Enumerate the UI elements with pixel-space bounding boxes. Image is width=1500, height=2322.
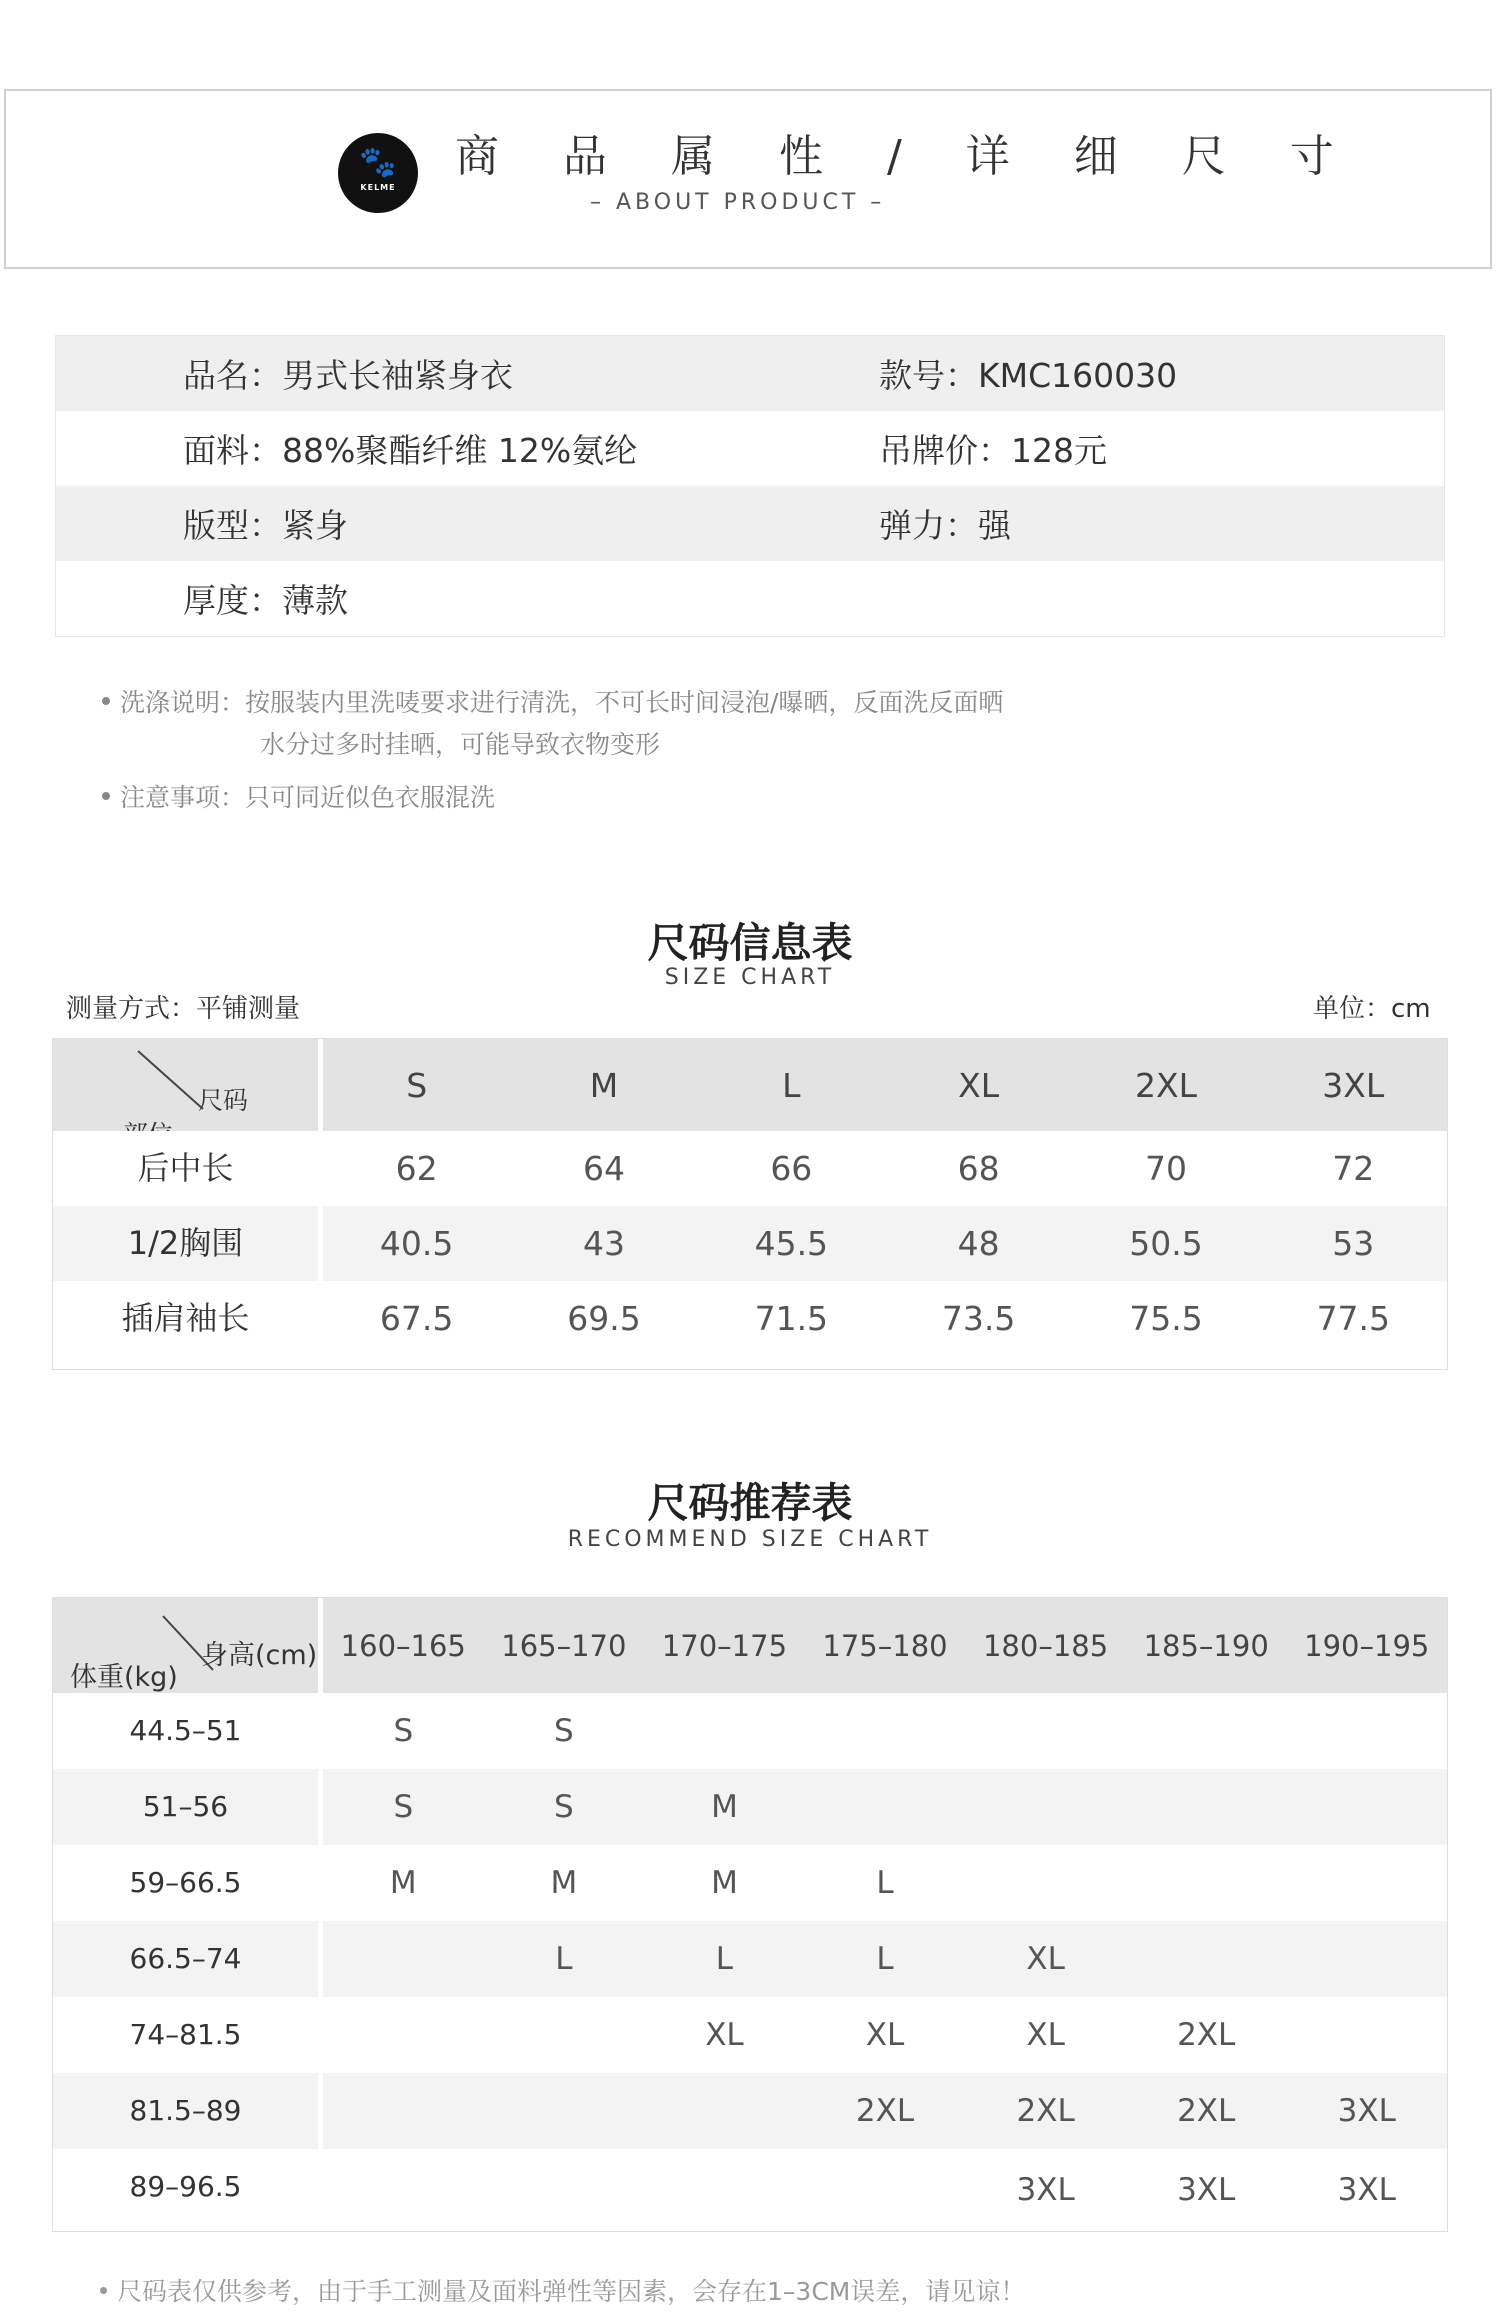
size-header: XL — [958, 1065, 1000, 1105]
table-row — [53, 2073, 1447, 2149]
row-label: 后中长 — [53, 1131, 323, 1206]
row-label: 81.5–89 — [53, 2073, 323, 2149]
table-cell: XL — [865, 2017, 905, 2053]
table-cell: 62 — [395, 1149, 438, 1188]
row-label: 44.5–51 — [53, 1693, 323, 1769]
table-row — [53, 1693, 1447, 1769]
row-label: 89–96.5 — [53, 2149, 323, 2231]
unit-label: 单位：cm — [1313, 994, 1431, 1024]
bullet-dot — [102, 697, 110, 705]
diagonal-divider — [53, 1039, 323, 1131]
bullet-dot — [102, 792, 110, 800]
size-disclaimer — [100, 2272, 1025, 2308]
table-cell: L — [715, 1941, 734, 1977]
table-cell: 70 — [1144, 1149, 1187, 1188]
height-header: 190–195 — [1304, 1628, 1430, 1663]
attribute-row — [56, 411, 1444, 486]
page-title: 商 品 属 性 / 详 细 尺 寸 — [455, 131, 1359, 182]
wash-note — [102, 687, 1003, 719]
table-cell: 77.5 — [1316, 1299, 1391, 1338]
table-cell: 72 — [1332, 1149, 1375, 1188]
table-row — [53, 1921, 1447, 1997]
size-disclaimer-text: 尺码表仅供参考，由于手工测量及面料弹性等因素，会存在1–3CM误差，请见谅！ — [117, 2277, 1026, 2306]
table-cell: S — [554, 1713, 574, 1749]
table-cell: XL — [1026, 2017, 1065, 2053]
bullet-dot — [100, 2287, 107, 2294]
attribute-price: 吊牌价：128元 — [879, 431, 1107, 470]
height-header: 165–170 — [501, 1628, 627, 1663]
size-chart-table — [52, 1038, 1448, 1370]
caution-note — [102, 782, 495, 814]
brand-logo — [338, 133, 418, 213]
table-cell: M — [389, 1865, 417, 1901]
corner-cell — [53, 1598, 323, 1693]
table-cell: XL — [705, 2017, 744, 2053]
table-cell: L — [555, 1941, 573, 1977]
size-header-row — [53, 1039, 1447, 1131]
table-cell: 3XL — [1016, 2172, 1075, 2208]
table-cell: 48 — [957, 1224, 1000, 1263]
paw-icon: 🐾 — [359, 145, 397, 180]
attribute-thickness: 厚度：薄款 — [183, 581, 348, 620]
table-cell: 2XL — [855, 2093, 915, 2129]
attribute-row — [56, 561, 1444, 636]
table-cell: 75.5 — [1129, 1299, 1203, 1338]
attribute-elasticity: 弹力：强 — [879, 506, 1011, 545]
attribute-row — [56, 336, 1444, 411]
size-header: L — [782, 1065, 801, 1105]
table-cell: S — [554, 1789, 574, 1825]
row-label: 1/2胸围 — [53, 1206, 323, 1281]
height-header: 180–185 — [982, 1628, 1109, 1663]
table-cell: 50.5 — [1129, 1224, 1203, 1263]
table-cell: M — [711, 1865, 738, 1901]
wash-note-text: 洗涤说明：按服装内里洗唛要求进行清洗，不可长时间浸泡/曝晒，反面洗反面晒 — [120, 688, 1004, 717]
logo-text: KELME — [360, 183, 396, 192]
table-cell: M — [711, 1789, 738, 1825]
size-header: S — [406, 1065, 428, 1105]
table-cell: 53 — [1332, 1224, 1375, 1263]
table-cell: 43 — [582, 1224, 625, 1263]
table-cell: 66 — [770, 1149, 813, 1188]
table-cell: S — [393, 1789, 414, 1825]
recommend-subtitle: RECOMMEND SIZE CHART — [567, 1527, 933, 1552]
recommend-title: 尺码推荐表 — [647, 1479, 853, 1527]
table-cell: 67.5 — [379, 1299, 454, 1338]
size-header: M — [589, 1065, 619, 1105]
table-cell: S — [393, 1713, 414, 1749]
attribute-fit: 版型：紧身 — [183, 506, 348, 545]
table-cell: 3XL — [1337, 2172, 1396, 2208]
row-label: 插肩袖长 — [53, 1281, 323, 1369]
table-cell: L — [876, 1941, 894, 1977]
attribute-style-number: 款号：KMC160030 — [879, 356, 1178, 395]
table-row — [53, 2149, 1447, 2231]
attribute-fabric: 面料：88%聚酯纤维 12%氨纶 — [183, 431, 638, 470]
corner-top-label: 尺码 — [198, 1086, 249, 1115]
table-row — [53, 1131, 1447, 1206]
size-chart-subtitle: SIZE CHART — [664, 965, 836, 990]
attribute-row — [56, 486, 1444, 561]
table-row — [53, 1997, 1447, 2073]
corner-bottom-label: 体重(kg) — [70, 1662, 178, 1693]
table-cell: 3XL — [1177, 2172, 1236, 2208]
table-cell: L — [876, 1865, 894, 1901]
table-cell: 68 — [957, 1149, 1000, 1188]
recommend-table — [52, 1597, 1448, 2232]
table-cell: M — [550, 1865, 578, 1901]
wash-note-continued: 水分过多时挂晒，可能导致衣物变形 — [260, 730, 661, 759]
height-header: 170–175 — [661, 1628, 788, 1663]
table-cell: 71.5 — [754, 1299, 829, 1338]
table-row — [53, 1281, 1447, 1369]
table-cell: 64 — [582, 1149, 625, 1188]
table-cell: 40.5 — [379, 1224, 454, 1263]
table-cell: 73.5 — [941, 1299, 1016, 1338]
table-cell: 2XL — [1016, 2093, 1075, 2129]
corner-cell — [53, 1039, 323, 1131]
caution-note-text: 注意事项：只可同近似色衣服混洗 — [120, 783, 496, 812]
table-cell: 45.5 — [754, 1224, 829, 1263]
attribute-name: 品名：男式长袖紧身衣 — [183, 356, 513, 395]
row-label: 74–81.5 — [53, 1997, 323, 2073]
table-cell: 3XL — [1337, 2093, 1396, 2129]
size-chart-title: 尺码信息表 — [647, 919, 853, 967]
table-cell: 69.5 — [567, 1299, 641, 1338]
table-row — [53, 1206, 1447, 1281]
table-cell: XL — [1026, 1941, 1065, 1977]
table-cell: 2XL — [1177, 2093, 1236, 2129]
size-header: 3XL — [1322, 1065, 1385, 1105]
measure-method: 测量方式：平铺测量 — [66, 994, 301, 1024]
table-row — [53, 1845, 1447, 1921]
corner-top-label: 身高(cm) — [201, 1640, 318, 1671]
page-subtitle: – ABOUT PRODUCT – — [590, 190, 886, 215]
table-cell: 2XL — [1177, 2017, 1236, 2053]
size-header: 2XL — [1134, 1065, 1197, 1105]
attributes-table — [55, 335, 1445, 637]
table-row — [53, 1769, 1447, 1845]
height-header-row — [53, 1598, 1447, 1693]
height-header: 160–165 — [340, 1628, 466, 1663]
row-label: 51–56 — [53, 1769, 323, 1845]
height-header: 185–190 — [1143, 1628, 1269, 1663]
row-label: 59–66.5 — [53, 1845, 323, 1921]
height-header: 175–180 — [822, 1628, 948, 1663]
row-label: 66.5–74 — [53, 1921, 323, 1997]
